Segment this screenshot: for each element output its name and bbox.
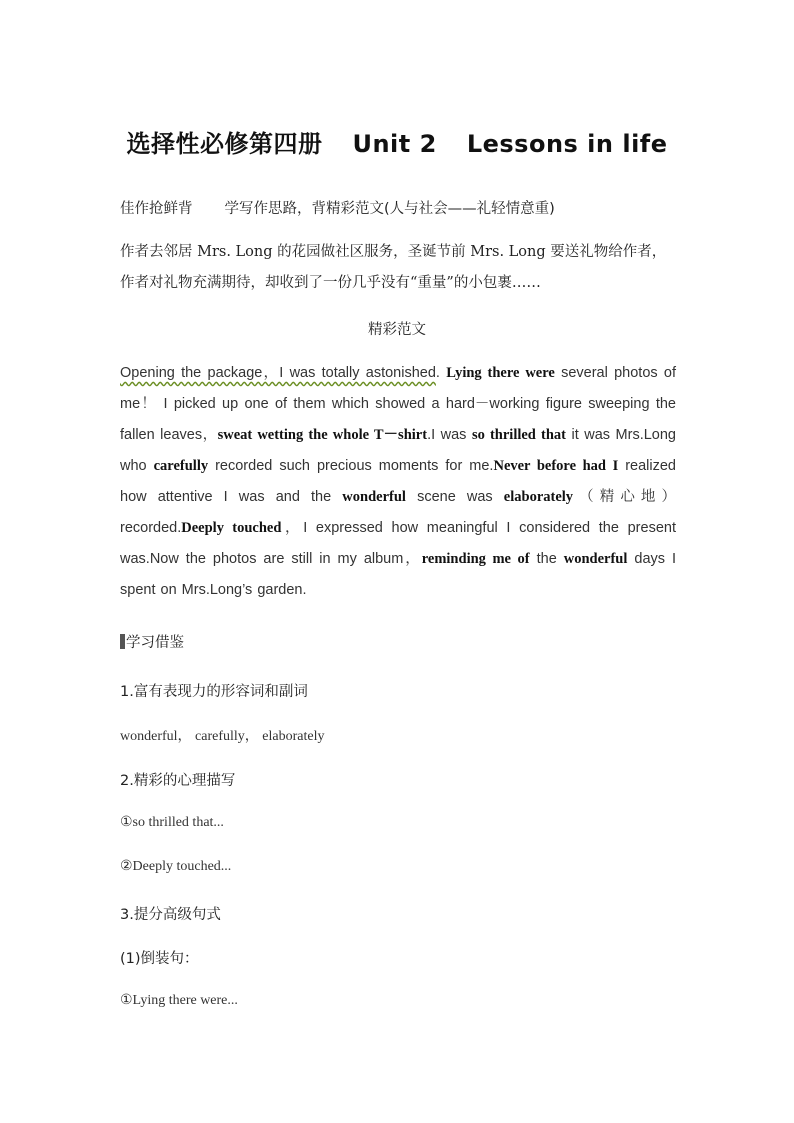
learn-item-2-a: ①so thrilled that... (120, 815, 224, 830)
essay-text: .I was (427, 427, 472, 443)
intro-paragraph (120, 237, 680, 299)
essay-text: recorded such precious moments for me. (208, 458, 494, 474)
essay-highlight: carefully (153, 458, 209, 474)
essay-text: （精心地）recorded. (120, 489, 677, 536)
page-title (0, 124, 794, 159)
subtitle-left: 佳作抢鲜背 (120, 201, 193, 217)
essay-highlight: wonderful (563, 551, 628, 567)
intro-line-2: 作者对礼物充满期待，却收到了一份几乎没有“重量”的小包裹…… (120, 275, 541, 291)
learn-item-2-title: 2.精彩的心理描写 (120, 773, 236, 789)
essay-text: it was Mrs.Long who (120, 427, 676, 474)
essay-text: scene was (405, 489, 504, 505)
essay-highlight: Lying there were (446, 365, 555, 381)
essay-highlight: sweat wetting the whole T－shirt (217, 427, 428, 443)
section-marker-icon (120, 634, 125, 649)
learn-heading-label: 学习借鉴 (126, 635, 184, 651)
essay-text: several photos of me！ I picked up one of them which showed a hard－working figure sweeping the fallen leaves， (120, 365, 676, 443)
subtitle-right: 学写作思路，背精彩范文(人与社会——礼轻情意重) (224, 201, 555, 217)
learn-item-2-b: ②Deeply touched... (120, 859, 232, 874)
essay-text: ，I expressed how meaningful I considered the present was.Now the photos are still in my album， (120, 520, 676, 567)
title-lesson: Lessons in life (466, 130, 668, 158)
essay-highlight: reminding me of (421, 551, 530, 567)
learn-heading (120, 631, 184, 652)
essay-text: . (435, 365, 447, 381)
essay-highlight: so thrilled that (471, 427, 566, 443)
essay-highlight: Deeply touched (181, 520, 282, 536)
learn-item-1-words: wonderful， carefully， elaborately (120, 729, 325, 744)
learn-item-3-sub: (1)倒装句： (120, 951, 199, 967)
essay-text: realized how attentive I was and the (120, 458, 676, 505)
essay-heading: 精彩范文 (368, 322, 426, 338)
essay-highlight: wonderful (342, 489, 406, 505)
essay-paragraph (120, 358, 676, 606)
essay-first-sentence: Opening the package，I was totally astonished (120, 365, 436, 381)
learn-item-1-title: 1.富有表现力的形容词和副词 (120, 684, 308, 700)
learn-item-3-a: ①Lying there were... (120, 993, 238, 1008)
essay-text: days I spent on Mrs.Long’s garden. (120, 551, 677, 598)
title-cn: 选择性必修第四册 (126, 130, 323, 158)
intro-line-1: 作者去邻居 Mrs. Long 的花园做社区服务，圣诞节前 Mrs. Long 要送礼物给作者， (120, 244, 667, 260)
essay-text: the (529, 551, 564, 567)
learn-item-3-title: 3.提分高级句式 (120, 907, 221, 923)
title-unit: Unit 2 (352, 130, 437, 158)
subtitle (120, 197, 555, 218)
essay-highlight: elaborately (503, 489, 574, 505)
essay-highlight: Never before had I (493, 458, 619, 474)
